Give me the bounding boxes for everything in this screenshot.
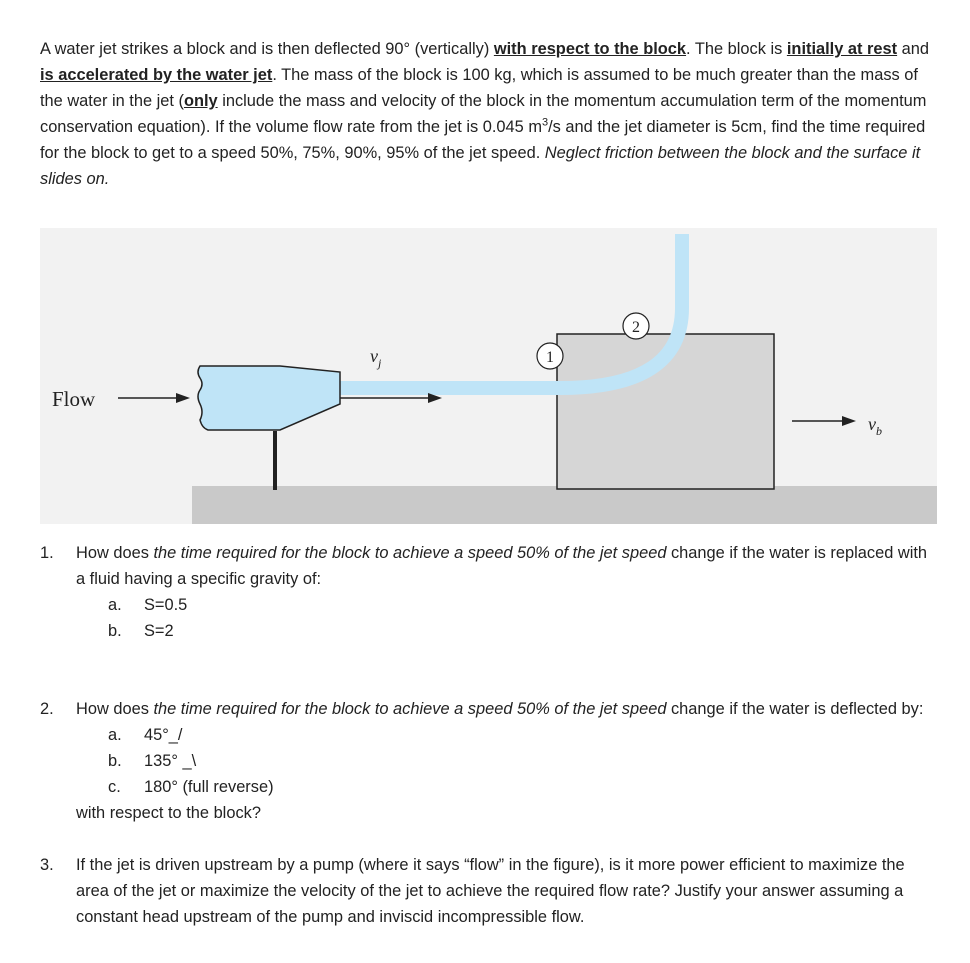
question-2-trailer: with respect to the block? [76,804,261,822]
option-text: S=0.5 [144,596,188,614]
station-2-label: 2 [632,319,640,336]
problem-paragraph [40,36,940,192]
station-1-label: 1 [546,349,554,366]
emphasis-only: only [183,92,218,110]
problem-statement [40,36,940,192]
question-1-number: 1. [40,544,54,562]
question-1-option-b [40,618,940,644]
question-2-option-b [40,748,940,774]
question-2-option-a [40,722,940,748]
figure-svg [40,228,937,524]
question-3-text: If the jet is driven upstream by a pump (where it says “flow” in the figure), is it more power efficient to maximize the area of the jet or maximize the velocity of the jet to achieve the required flow rate? Justify your answer assuming a constant head upstream of the pump and inviscid incompressible flow. [76,856,905,926]
question-1-option-a [40,592,940,618]
option-letter: a. [108,596,122,614]
option-text: 135° _\ [144,752,197,770]
question-1-text-a: How does [76,544,154,562]
option-letter: b. [108,752,122,770]
question-1 [40,540,940,592]
option-text: S=2 [144,622,174,640]
option-text: 180° (full reverse) [144,778,274,796]
question-1-text-b: change if the water is replaced with a fluid having a specific gravity of: [76,544,928,588]
superscript-3: 3 [542,116,549,129]
question-2-option-c [40,774,940,800]
vb-label: $v_b$ [868,414,882,438]
emphasis-with-respect-to-block: with respect to the block [493,40,687,58]
option-text: 45°_/ [144,726,183,744]
question-2-text-b: change if the water is deflected by: [666,700,924,718]
emphasis-initially-at-rest: initially at rest [786,40,898,58]
problem-italic-note: Neglect friction between the block and the surface it slides on. [40,144,921,188]
flow-label: Flow [52,387,96,411]
question-2 [40,696,940,722]
question-3 [40,852,940,930]
figure-background [40,228,937,524]
problem-text-1: A water jet strikes a block and is then deflected 90° (vertically) [40,40,494,58]
problem-text-2: . The block is [686,40,787,58]
option-letter: b. [108,622,122,640]
question-3-number: 3. [40,856,54,874]
problem-text-3: and [897,40,930,58]
emphasis-accelerated-by-jet: is accelerated by the water jet [40,66,273,84]
option-letter: c. [108,778,121,796]
question-1-italic: the time required for the block to achieve a speed 50% of the jet speed [153,544,667,562]
vj-label: $v_j$ [370,346,382,370]
jet-block-figure [40,228,937,524]
problem-text-6: /s and the jet diameter is 5cm, find the time required for the block to get to a speed 50%, 75%, 90%, 95% of the jet speed. [40,118,926,162]
problem-text-4: . The mass of the block is 100 kg, which is assumed to be much greater than the mass of the water in the jet ( [40,66,918,110]
question-2-number: 2. [40,700,54,718]
question-2-text-a: How does [76,700,154,718]
questions-list [40,540,940,930]
question-2-italic: the time required for the block to achieve a speed 50% of the jet speed [153,700,667,718]
option-letter: a. [108,726,122,744]
problem-text-5: include the mass and velocity of the block in the momentum accumulation term of the momentum conservation equation). If the volume flow rate from the jet is 0.045 m [40,92,927,136]
ground [192,486,937,524]
